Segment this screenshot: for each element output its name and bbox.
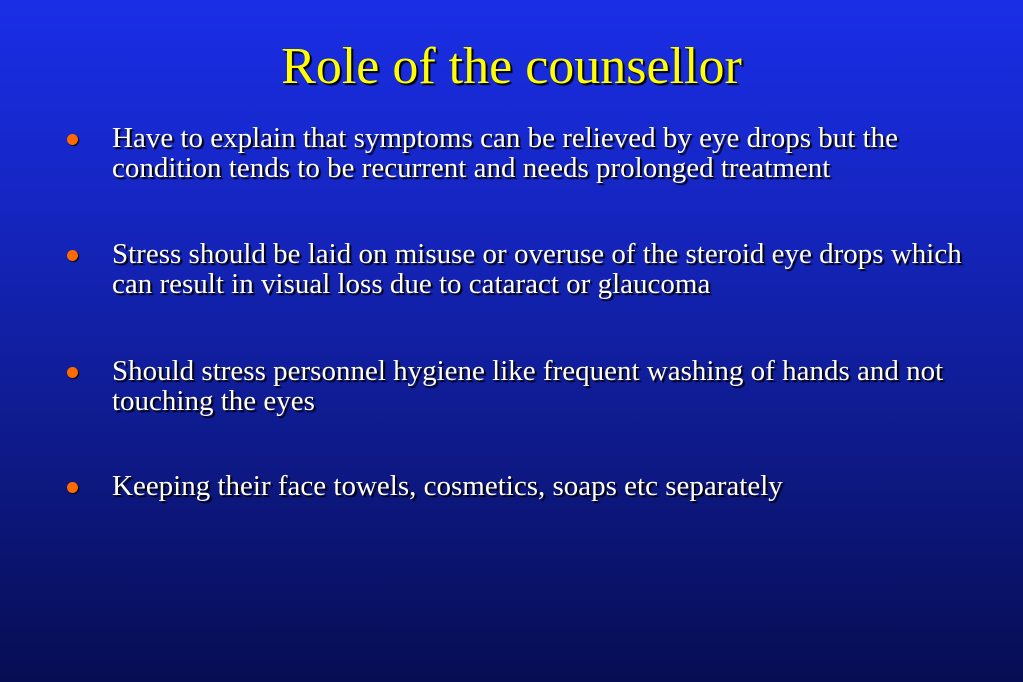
bullet-text: Keeping their face towels, cosmetics, soaps etc separately	[112, 470, 783, 502]
bullet-item	[64, 471, 964, 501]
bullet-text: Should stress personnel hygiene like frequent washing of hands and not touching the eyes	[112, 355, 944, 417]
bullet-list	[64, 123, 964, 557]
bullet-item	[64, 123, 964, 183]
bullet-dot-icon	[67, 134, 78, 145]
bullet-dot-icon	[67, 367, 78, 378]
bullet-text: Have to explain that symptoms can be relieved by eye drops but the condition tends to be recurrent and needs prolonged treatment	[112, 122, 899, 184]
slide-title: Role of the counsellor	[281, 38, 742, 95]
bullet-item	[64, 356, 964, 416]
bullet-dot-icon	[67, 482, 78, 493]
bullet-text: Stress should be laid on misuse or overuse of the steroid eye drops which can result in visual loss due to cataract or glaucoma	[112, 238, 962, 300]
bullet-item	[64, 239, 964, 299]
bullet-dot-icon	[67, 250, 78, 261]
